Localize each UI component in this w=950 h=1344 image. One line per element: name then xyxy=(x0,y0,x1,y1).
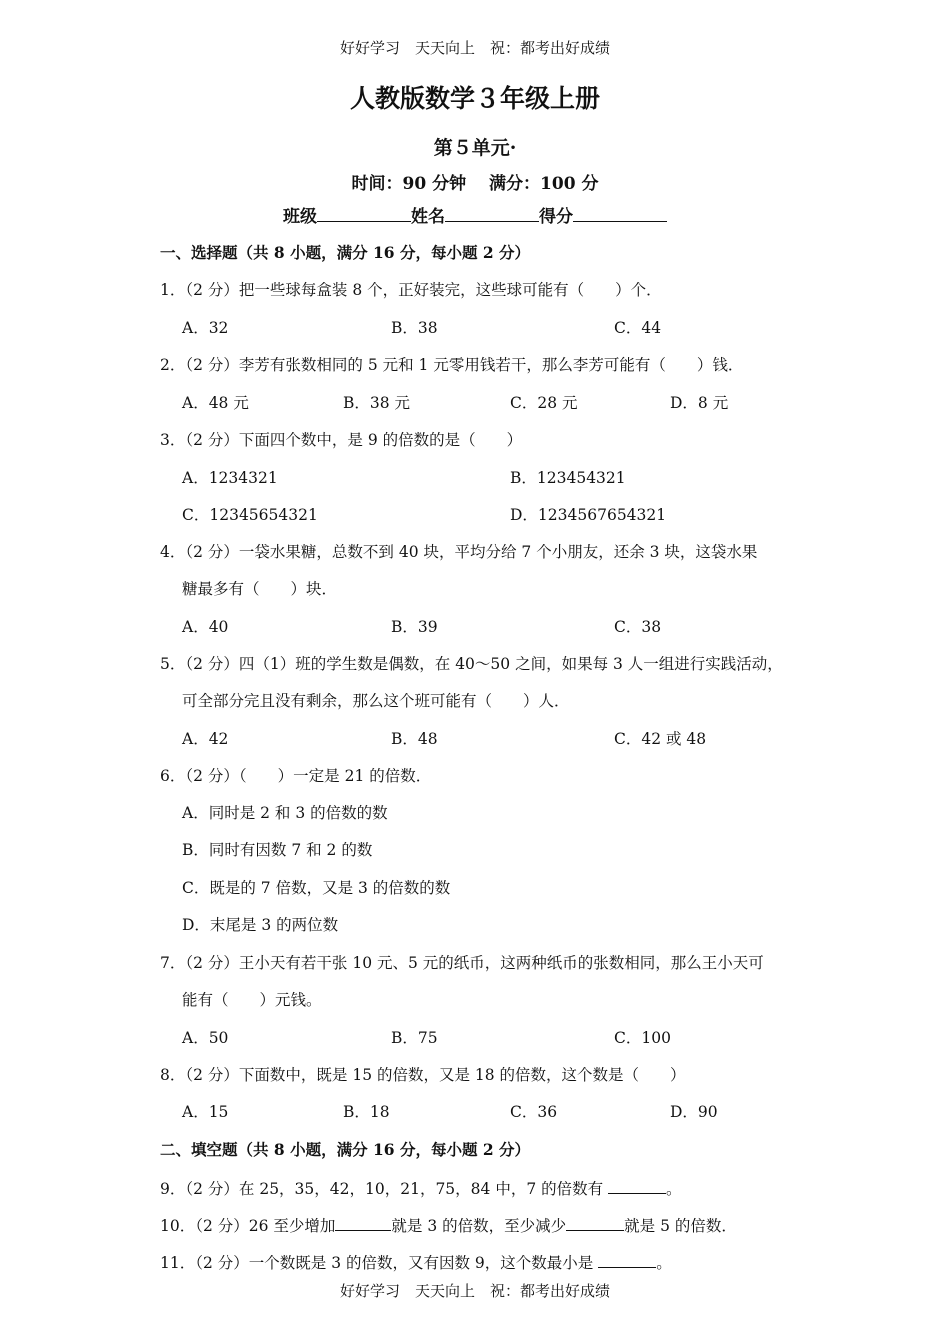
name-label: 姓名 xyxy=(411,207,445,227)
q10-text: 10．（2 分）26 至少增加 xyxy=(160,1217,336,1235)
question-2: 2．（2 分）李芳有张数相同的 5 元和 1 元零用钱若干，那么李芳可能有（ ）钱． xyxy=(160,356,744,374)
page-header: 好好学习 天天向上 祝：都考出好成绩 xyxy=(339,39,610,57)
q8-option-c[interactable]: C．36 xyxy=(510,1103,558,1121)
question-7-line2: 能有（ ）元钱。 xyxy=(182,991,322,1009)
q7-option-b[interactable]: B．75 xyxy=(391,1029,438,1047)
q3-option-b[interactable]: B．123454321 xyxy=(510,469,626,487)
student-info-row xyxy=(0,205,950,228)
q6-option-a[interactable]: A．同时是 2 和 3 的倍数的数 xyxy=(182,804,388,822)
q9-text: 9．（2 分）在 25，35，42，10，21，75，84 中，7 的倍数有 xyxy=(160,1180,609,1198)
q2-option-d[interactable]: D．8 元 xyxy=(670,394,729,412)
q4-option-a[interactable]: A．40 xyxy=(182,618,229,636)
q6-option-b[interactable]: B．同时有因数 7 和 2 的数 xyxy=(182,841,373,859)
question-5-line2: 可全部分完且没有剩余，那么这个班可能有（ ）人． xyxy=(182,692,570,710)
question-10 xyxy=(160,1214,737,1236)
q8-option-b[interactable]: B．18 xyxy=(343,1103,390,1121)
score-field[interactable] xyxy=(573,205,667,222)
q2-option-c[interactable]: C．28 元 xyxy=(510,394,578,412)
question-7-line1: 7．（2 分）王小天有若干张 10 元、5 元的纸币，这两种纸币的张数相同，那么王小天可 xyxy=(160,954,764,972)
q7-option-a[interactable]: A．50 xyxy=(182,1029,229,1047)
q6-option-d[interactable]: D．末尾是 3 的两位数 xyxy=(182,916,339,934)
q11-text: 11．（2 分）一个数既是 3 的倍数，又有因数 9，这个数最小是 xyxy=(160,1254,599,1272)
q4-option-c[interactable]: C．38 xyxy=(614,618,662,636)
question-3: 3．（2 分）下面四个数中，是 9 的倍数的是（ ） xyxy=(160,431,523,449)
class-field[interactable] xyxy=(317,205,411,222)
q10-answer-blank-2[interactable] xyxy=(566,1214,624,1231)
q3-option-a[interactable]: A．1234321 xyxy=(182,469,278,487)
q11-text-end: 。 xyxy=(656,1254,672,1272)
question-1: 1．（2 分）把一些球每盒装 8 个，正好装完，这些球可能有（ ）个． xyxy=(160,281,662,299)
question-9 xyxy=(160,1177,682,1199)
page-title: 人教版数学３年级上册 xyxy=(349,84,600,113)
class-label: 班级 xyxy=(283,207,317,227)
name-field[interactable] xyxy=(445,205,539,222)
q10-answer-blank-1[interactable] xyxy=(335,1214,391,1231)
unit-subtitle: 第５单元· xyxy=(433,137,517,159)
q6-option-c[interactable]: C．既是的 7 倍数，又是 3 的倍数的数 xyxy=(182,879,451,897)
q4-option-b[interactable]: B．39 xyxy=(391,618,438,636)
q9-answer-blank[interactable] xyxy=(608,1177,666,1194)
q5-option-a[interactable]: A．42 xyxy=(182,730,229,748)
page-footer: 好好学习 天天向上 祝：都考出好成绩 xyxy=(339,1282,610,1300)
q5-option-b[interactable]: B．48 xyxy=(391,730,438,748)
question-8: 8．（2 分）下面数中，既是 15 的倍数，又是 18 的倍数，这个数是（ ） xyxy=(160,1066,686,1084)
q7-option-c[interactable]: C．100 xyxy=(614,1029,671,1047)
q1-option-a[interactable]: A．32 xyxy=(182,319,229,337)
question-6: 6．（2 分）（ ）一定是 21 的倍数． xyxy=(160,767,432,785)
q5-option-c[interactable]: C．42 或 48 xyxy=(614,730,707,748)
q3-option-c[interactable]: C．12345654321 xyxy=(182,506,318,524)
q9-text-end: 。 xyxy=(666,1180,682,1198)
score-label: 得分 xyxy=(539,207,573,227)
q1-option-c[interactable]: C．44 xyxy=(614,319,662,337)
question-5-line1: 5．（2 分）四（1）班的学生数是偶数，在 40～50 之间，如果每 3 人一组进行实践活动， xyxy=(160,655,783,673)
q10-text-end: 就是 5 的倍数． xyxy=(624,1217,737,1235)
q8-option-d[interactable]: D．90 xyxy=(670,1103,718,1121)
q8-option-a[interactable]: A．15 xyxy=(182,1103,229,1121)
question-4-line1: 4．（2 分）一袋水果糖，总数不到 40 块，平均分给 7 个小朋友，还余 3 块，这袋水果 xyxy=(160,543,758,561)
q1-option-b[interactable]: B．38 xyxy=(391,319,438,337)
q11-answer-blank[interactable] xyxy=(598,1251,656,1268)
question-4-line2: 糖最多有（ ）块． xyxy=(182,580,338,598)
exam-time-info: 时间：90 分钟 满分：100 分 xyxy=(351,174,599,194)
q3-option-d[interactable]: D．1234567654321 xyxy=(510,506,667,524)
section-heading-choice: 一、选择题（共 8 小题，满分 16 分，每小题 2 分） xyxy=(160,243,531,262)
question-11 xyxy=(160,1251,672,1273)
q2-option-a[interactable]: A．48 元 xyxy=(182,394,249,412)
section-heading-fill-blank: 二、填空题（共 8 小题，满分 16 分，每小题 2 分） xyxy=(160,1140,531,1159)
q2-option-b[interactable]: B．38 元 xyxy=(343,394,411,412)
q10-text-mid: 就是 3 的倍数，至少减少 xyxy=(391,1217,567,1235)
